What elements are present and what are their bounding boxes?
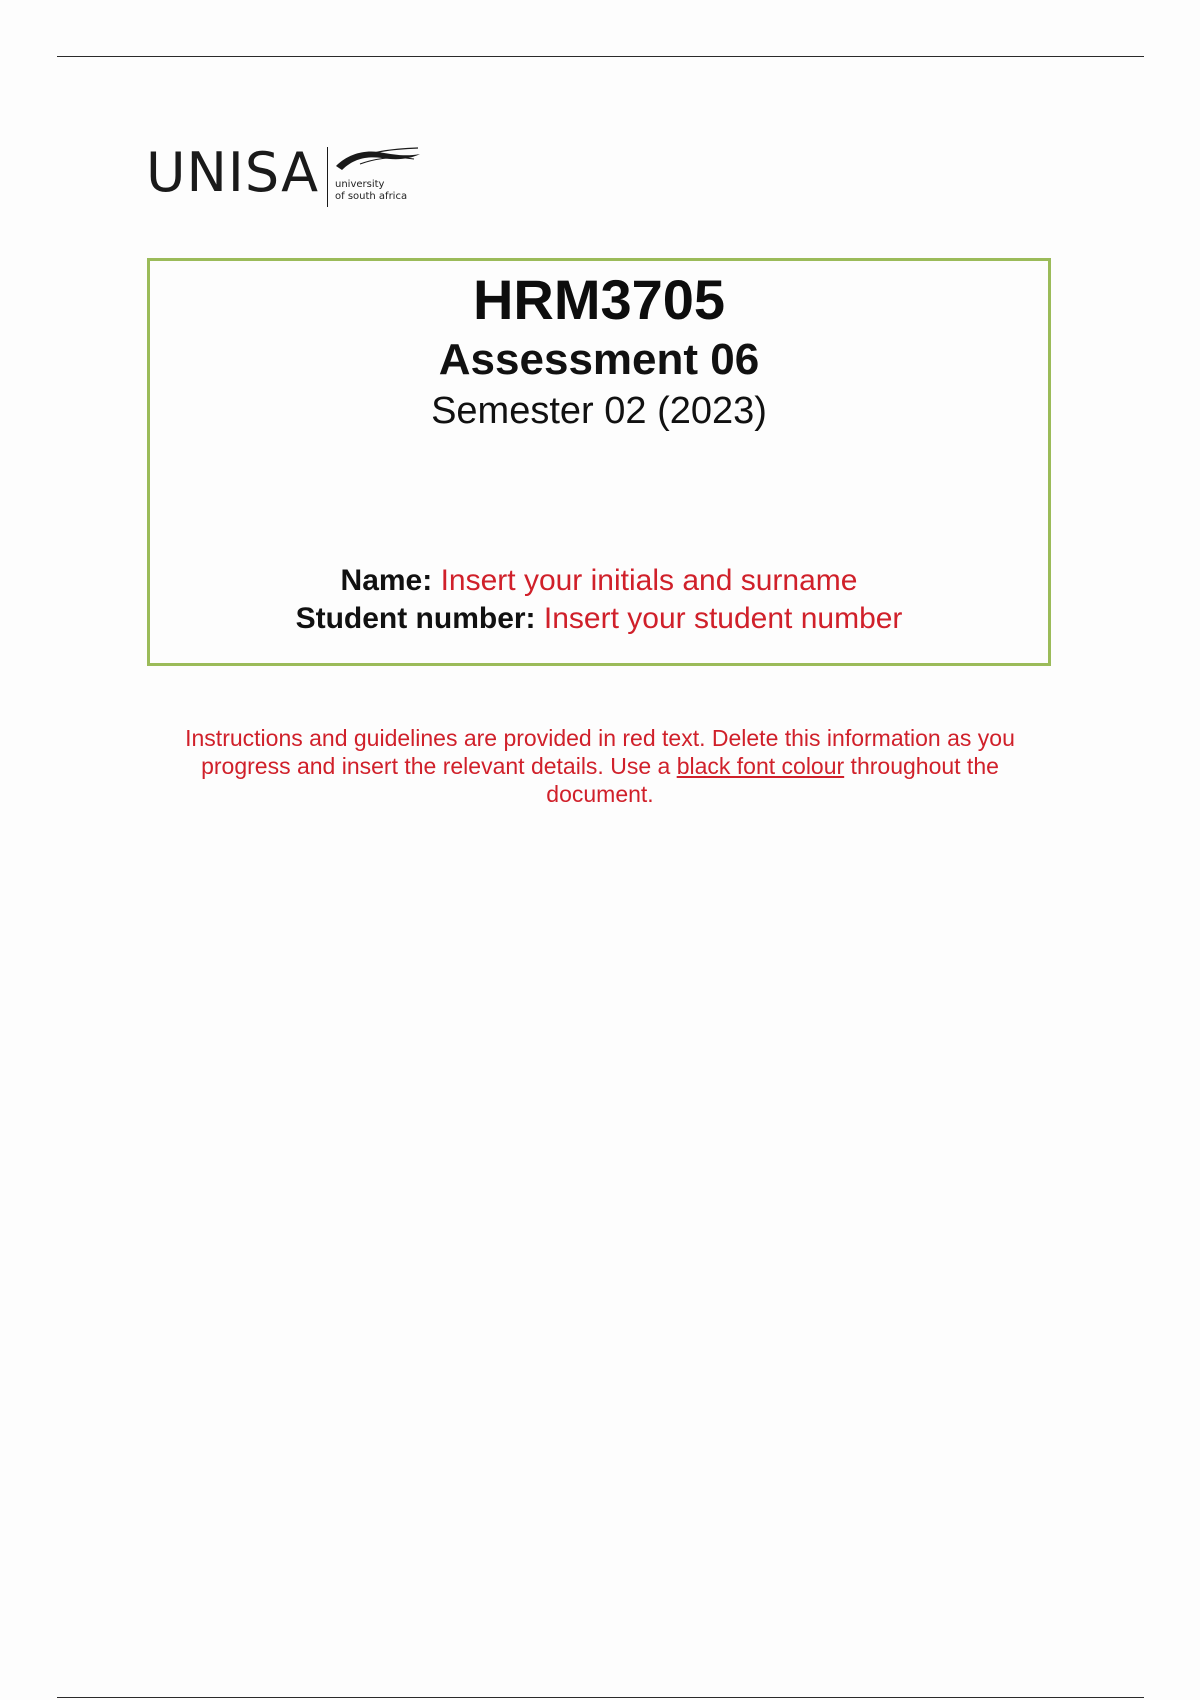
course-code: HRM3705 xyxy=(472,268,726,331)
logo-divider xyxy=(327,147,328,207)
name-field[interactable] xyxy=(150,564,1048,597)
instructions-underlined: black font colour xyxy=(676,753,845,779)
logo-subtitle-line2: of south africa xyxy=(335,191,408,202)
student-number-field[interactable] xyxy=(150,602,1048,635)
student-number-value[interactable]: Insert your student number xyxy=(543,602,903,635)
cover-box xyxy=(147,258,1051,666)
logo-subtitle-line1: university xyxy=(335,179,385,190)
footer-rule xyxy=(57,1697,1144,1698)
name-value[interactable]: Insert your initials and surname xyxy=(440,564,858,597)
student-number-label: Student number: xyxy=(295,602,536,635)
semester-label: Semester 02 (2023) xyxy=(431,390,767,432)
logo-wordmark: UNISA xyxy=(146,141,320,204)
instructions-text xyxy=(150,724,1050,808)
instructions-part1: Instructions and guidelines are provided in red text. Delete this information as you progress and insert the relevant details. Use a xyxy=(185,725,1015,779)
unisa-logo xyxy=(146,141,436,210)
name-label: Name: xyxy=(340,564,433,597)
assessment-title: Assessment 06 xyxy=(438,335,760,384)
header-rule xyxy=(57,56,1144,57)
logo-swoosh-icon xyxy=(334,146,422,176)
instructions-part2: throughout the document. xyxy=(546,753,999,807)
